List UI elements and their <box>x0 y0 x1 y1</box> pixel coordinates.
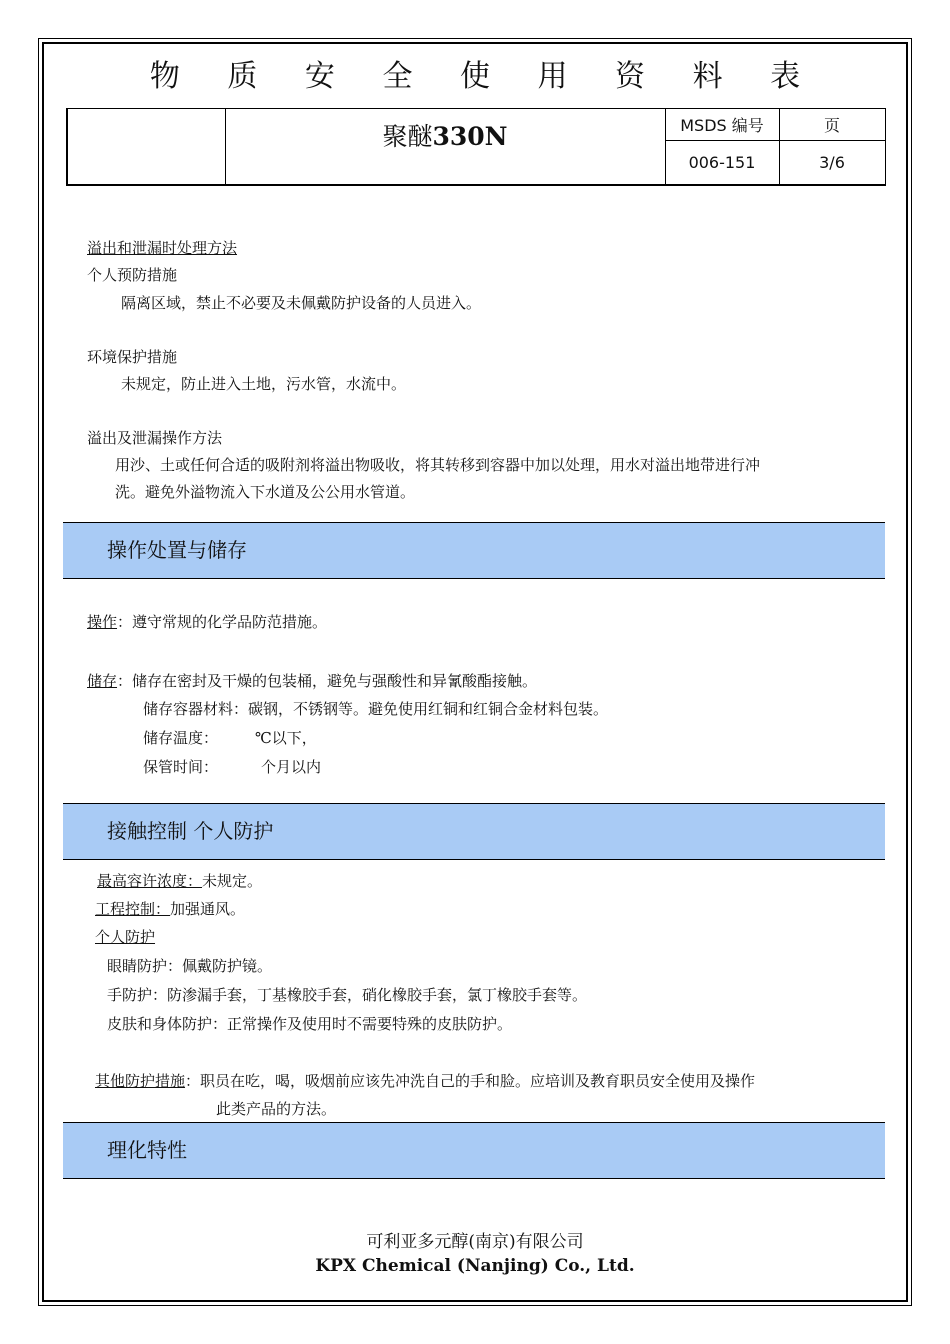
hand-protection-text: 手防护：防渗漏手套，丁基橡胶手套，硝化橡胶手套，氯丁橡胶手套等。 <box>107 986 588 1004</box>
section-band-handling <box>63 522 885 579</box>
spill-ops-text-2: 洗。避免外溢物流入下水道及公公用水管道。 <box>115 483 416 501</box>
storage-line <box>87 671 537 691</box>
other-protection-line <box>95 1071 755 1091</box>
storage-container-text: 储存容器材料：碳钢，不锈钢等。避免使用红铜和红铜合金材料包装。 <box>143 700 609 718</box>
msds-label-cell <box>665 109 779 141</box>
max-concentration-label: 最高容许浓度： <box>97 872 203 890</box>
page-number: 3/6 <box>819 152 845 172</box>
engineering-control-line <box>95 899 245 919</box>
header-table <box>66 108 886 186</box>
storage-temp-label: 储存温度： <box>143 729 219 747</box>
operation-text: ：遵守常规的化学品防范措施。 <box>117 613 328 631</box>
page-label-cell <box>779 109 885 141</box>
msds-label: MSDS 编号 <box>680 116 764 135</box>
shelf-life-value: 个月以内 <box>261 758 322 776</box>
engineering-control-value: 加强通风。 <box>170 900 246 918</box>
logo-cell <box>67 109 225 185</box>
env-protection-text: 未规定，防止进入土地，污水管，水流中。 <box>121 375 407 393</box>
storage-temp-value: ℃以下， <box>255 729 317 747</box>
storage-text: ：储存在密封及干燥的包装桶，避免与强酸性和异氰酸酯接触。 <box>117 672 538 690</box>
page-number-cell <box>779 141 885 185</box>
storage-label: 储存 <box>87 672 118 690</box>
page-label: 页 <box>823 116 840 135</box>
footer-company-cn: 可利亚多元醇(南京)有限公司 <box>366 1232 584 1252</box>
operation-label: 操作 <box>87 613 118 631</box>
section-title-handling: 操作处置与储存 <box>107 538 247 562</box>
engineering-control-label: 工程控制： <box>95 900 171 918</box>
product-code: 330N <box>432 122 508 151</box>
section-title-exposure: 接触控制 个人防护 <box>107 819 274 843</box>
ppe-label: 个人防护 <box>95 928 156 946</box>
skin-protection-text: 皮肤和身体防护：正常操作及使用时不需要特殊的皮肤防护。 <box>107 1015 513 1033</box>
max-concentration-value: 未规定。 <box>202 872 263 890</box>
spill-heading: 溢出和泄漏时处理方法 <box>87 239 238 257</box>
msds-number-cell <box>665 141 779 185</box>
max-concentration-line <box>97 871 262 891</box>
product-name: 聚醚 <box>382 122 433 151</box>
product-name-cell <box>225 109 665 185</box>
operation-line <box>87 612 327 632</box>
other-protection-label: 其他防护措施 <box>95 1072 186 1090</box>
footer-company-en: KPX Chemical (Nanjing) Co., Ltd. <box>315 1256 635 1276</box>
other-protection-text-2: 此类产品的方法。 <box>216 1100 337 1118</box>
spill-ops-title: 溢出及泄漏操作方法 <box>87 429 223 447</box>
personal-precautions-title: 个人预防措施 <box>87 266 178 284</box>
section-title-physchem: 理化特性 <box>107 1138 187 1162</box>
document-title: 物 质 安 全 使 用 资 料 表 <box>149 59 820 94</box>
msds-number: 006-151 <box>688 152 756 172</box>
section-band-exposure <box>63 803 885 860</box>
spill-ops-text-1: 用沙、土或任何合适的吸附剂将溢出物吸收，将其转移到容器中加以处理，用水对溢出地带进行冲 <box>115 456 761 474</box>
eye-protection-text: 眼睛防护：佩戴防护镜。 <box>107 957 273 975</box>
shelf-life-label: 保管时间： <box>143 758 219 776</box>
other-protection-text-1: ：职员在吃，喝，吸烟前应该先冲洗自己的手和脸。应培训及教育职员安全使用及操作 <box>185 1072 756 1090</box>
env-protection-title: 环境保护措施 <box>87 348 178 366</box>
personal-precautions-text: 隔离区域，禁止不必要及未佩戴防护设备的人员进入。 <box>121 294 482 312</box>
section-band-physchem <box>63 1122 885 1179</box>
